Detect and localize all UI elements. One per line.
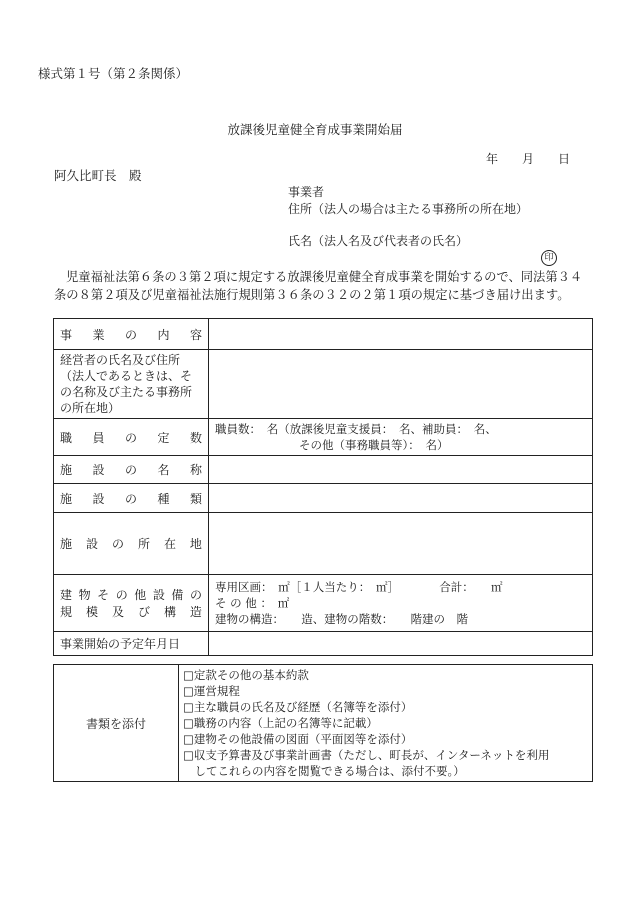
building-area-line: 専用区画： ㎡［１人当たり： ㎡］ 合計： ㎡ xyxy=(215,580,503,594)
label-char: 建 xyxy=(60,588,73,602)
label-char: 業 xyxy=(92,327,105,342)
addressee: 阿久比町長 殿 xyxy=(54,168,142,183)
details-table xyxy=(53,318,593,656)
facility-name-label xyxy=(54,456,209,484)
label-char: 設 xyxy=(92,463,105,477)
applicant-label: 事業者 xyxy=(288,185,325,199)
operator-label: 経営者の氏名及び住所（法人であるときは、その名称及び主たる事務所の所在地） xyxy=(54,350,209,419)
attachment-item-staff[interactable]: □主な職員の氏名及び経歴（名簿等を添付） xyxy=(183,700,413,714)
date-day: 日 xyxy=(558,152,571,166)
business-content-field[interactable] xyxy=(209,319,593,350)
label-char: 設 xyxy=(85,537,98,551)
declaration-text: 児童福祉法第６条の３第２項に規定する放課後児童健全育成事業を開始するので、同法第３４条の８第２項及び児童福祉法施行規則第３６条の３２の２第１項の規定に基づき届け出ます。 xyxy=(54,270,583,302)
attachments-table xyxy=(53,664,593,782)
building-structure-line: 建物の構造： 造、建物の階数： 階建の 階 xyxy=(215,612,468,626)
facility-location-field[interactable] xyxy=(209,513,593,575)
label-char: 職 xyxy=(60,430,73,445)
label-char: の xyxy=(124,491,137,506)
operator-field[interactable] xyxy=(209,350,593,419)
applicant-address: 住所（法人の場合は主たる事務所の所在地） xyxy=(288,202,529,216)
label-char: の xyxy=(189,588,202,602)
label-char: 数 xyxy=(189,430,202,445)
label-char: 設 xyxy=(92,491,105,506)
staff-count-label xyxy=(54,419,209,456)
date-year: 年 xyxy=(486,152,499,166)
label-char: そ xyxy=(97,588,110,602)
facility-name-field[interactable] xyxy=(209,456,593,484)
applicant-name: 氏名（法人名及び代表者の氏名） xyxy=(288,234,469,248)
label-char: 模 xyxy=(85,605,98,619)
seal-mark: 印 xyxy=(541,250,557,266)
label-char: 在 xyxy=(163,537,176,551)
building-other-line: そ の 他 ： ㎡ xyxy=(215,596,290,610)
building-scale-label xyxy=(54,575,209,632)
staff-count-line2: その他（事務職員等）： 名） xyxy=(299,438,449,452)
attachment-item-duties[interactable]: □職務の内容（上記の名簿等に記載） xyxy=(183,716,378,730)
table-row xyxy=(54,575,593,632)
staff-count-line1: 職員数： 名（放課後児童支援員： 名、補助員： 名、 xyxy=(215,422,497,436)
label-char: 施 xyxy=(60,463,73,477)
label-char: 物 xyxy=(78,588,91,602)
facility-location-label xyxy=(54,513,209,575)
label-char: 員 xyxy=(92,430,105,445)
label-char: の xyxy=(124,463,137,477)
label-char: の xyxy=(124,327,137,342)
start-date-field[interactable] xyxy=(209,632,593,656)
form-number: 様式第１号（第２条関係） xyxy=(38,66,189,81)
label-char: 所 xyxy=(137,537,150,551)
staff-count-field[interactable] xyxy=(209,419,593,456)
label-char: 施 xyxy=(60,537,73,551)
label-char: び xyxy=(137,605,150,619)
label-char: 内 xyxy=(157,327,170,342)
document-title: 放課後児童健全育成事業開始届 xyxy=(227,122,403,137)
facility-type-field[interactable] xyxy=(209,484,593,513)
label-char: 容 xyxy=(189,327,202,342)
label-char: 規 xyxy=(60,605,73,619)
table-row xyxy=(54,419,593,456)
label-char: 類 xyxy=(189,491,202,506)
label-char: 事 xyxy=(60,327,73,342)
attachments-list xyxy=(179,665,593,782)
label-char: の xyxy=(111,537,124,551)
label-char: 造 xyxy=(189,605,202,619)
label-char: 施 xyxy=(60,491,73,506)
label-char: 設 xyxy=(152,588,165,602)
business-content-label xyxy=(54,319,209,350)
label-char: の xyxy=(115,588,128,602)
label-char: の xyxy=(124,430,137,445)
start-date-label: 事業開始の予定年月日 xyxy=(54,632,209,656)
label-char: 名 xyxy=(157,463,170,477)
attachment-item-articles[interactable]: □定款その他の基本約款 xyxy=(183,668,309,682)
label-char: 及 xyxy=(111,605,124,619)
label-char: 備 xyxy=(171,588,184,602)
attachment-item-drawings[interactable]: □建物その他設備の図面（平面図等を添付） xyxy=(183,732,413,746)
label-char: 称 xyxy=(189,463,202,477)
table-row xyxy=(54,513,593,575)
attachment-item-rules[interactable]: □運営規程 xyxy=(183,684,240,698)
label-char: 種 xyxy=(157,491,170,506)
attachment-item-budget-cont: してこれらの内容を閲覧できる場合は、添付不要。） xyxy=(183,764,465,778)
table-row xyxy=(54,456,593,484)
date-month: 月 xyxy=(522,152,535,166)
attachments-label: 書類を添付 xyxy=(54,665,179,782)
attachment-item-budget[interactable]: □収支予算書及び事業計画書（ただし、町長が、インターネットを利用 xyxy=(183,748,550,762)
table-row xyxy=(54,350,593,419)
label-char: 定 xyxy=(157,430,170,445)
label-char: 地 xyxy=(189,537,202,551)
table-row xyxy=(54,319,593,350)
table-row xyxy=(54,632,593,656)
table-row xyxy=(54,484,593,513)
label-char: 構 xyxy=(163,605,176,619)
label-char: 他 xyxy=(134,588,147,602)
building-scale-field[interactable] xyxy=(209,575,593,632)
facility-type-label xyxy=(54,484,209,513)
